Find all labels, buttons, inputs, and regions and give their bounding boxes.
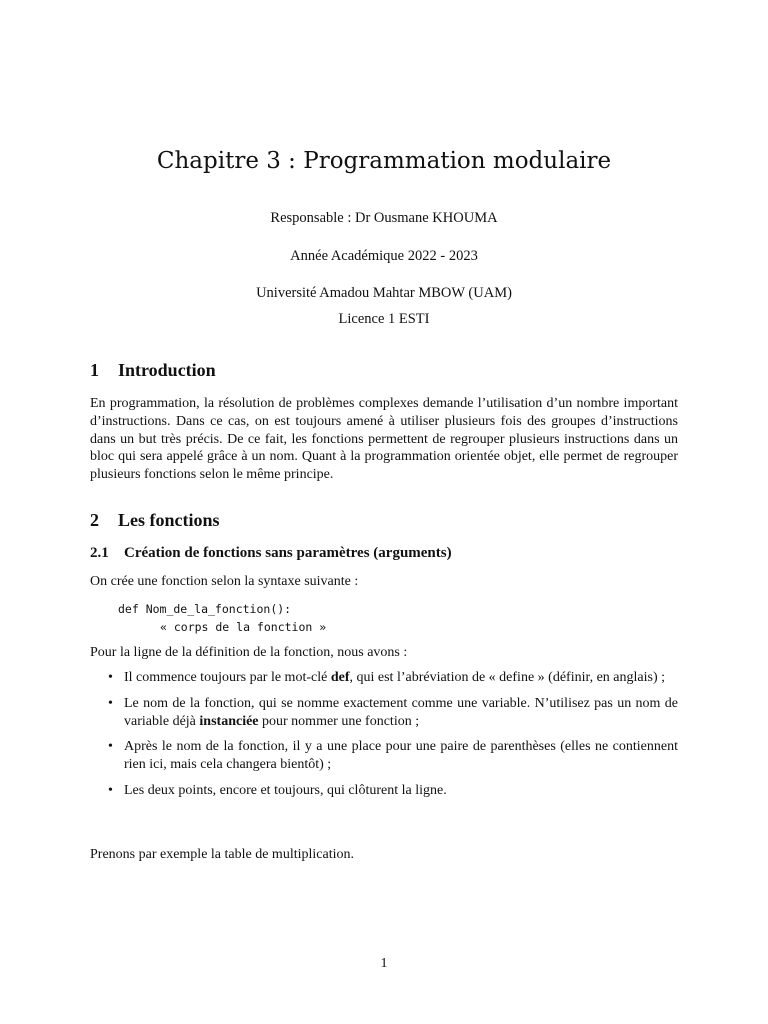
definition-bullet-list — [90, 669, 678, 800]
section-title: Introduction — [118, 360, 216, 380]
code-line: def Nom_de_la_fonction(): — [118, 602, 292, 616]
bullet-item — [90, 695, 678, 731]
subsection-heading — [90, 545, 452, 562]
subsection-number: 2.1 — [90, 545, 109, 561]
bullet-item — [90, 669, 678, 687]
syntax-intro: On crée une fonction selon la syntaxe suivante : — [90, 574, 359, 589]
bullet-item — [90, 782, 678, 800]
section-number: 2 — [90, 510, 99, 530]
bullet-text: pour nommer une fonction ; — [258, 713, 420, 729]
section-number: 1 — [90, 360, 99, 380]
section-title: Les fonctions — [118, 510, 220, 530]
code-line-indented — [118, 618, 326, 636]
bullet-keyword: def — [330, 670, 350, 685]
bullet-icon: • — [108, 670, 113, 685]
page-number: 1 — [380, 956, 388, 971]
bullet-text: Les deux points, encore et toujours, qui clôturent la ligne. — [124, 782, 447, 798]
responsable-line: Responsable : Dr Ousmane KHOUMA — [270, 210, 498, 226]
bullet-keyword: instanciée — [199, 713, 259, 729]
definition-intro: Pour la ligne de la définition de la fonction, nous avons : — [90, 645, 408, 660]
bullet-icon: • — [108, 739, 113, 755]
bullet-item — [90, 738, 678, 774]
bullet-text: Après le nom de la fonction, il y a une place pour une paire de parenthèses (elles ne contiennent rien ici, mais cela changera bientôt) ; — [124, 739, 678, 773]
academic-year-line: Année Académique 2022 - 2023 — [290, 248, 478, 264]
bullet-text: , qui est l’abréviation de « define » (définir, en anglais) ; — [349, 670, 665, 685]
code-block — [118, 600, 326, 636]
code-line: « corps de la fonction » — [160, 620, 327, 634]
bullet-text: Il commence toujours par le mot-clé — [124, 670, 331, 685]
introduction-paragraph: En programmation, la résolution de problèmes complexes demande l’utilisation d’un nombre important d’instructions. Dans ce cas, on est toujours amené à utiliser plusieurs fois des groupes d’instructions dans un but très précis. De ce fait, les fonctions permettent de regrouper plusieurs instructions dans un bloc qui sera appelé grâce à un nom. Quant à la programmation orientée objet, elle permet de regrouper plusieurs fonctions selon le même principe. — [90, 396, 678, 483]
bullet-icon: • — [108, 782, 113, 798]
section-heading-fonctions — [90, 510, 220, 531]
section-heading-introduction — [90, 360, 216, 381]
university-line: Université Amadou Mahtar MBOW (UAM) — [256, 285, 512, 301]
licence-line: Licence 1 ESTI — [338, 311, 430, 327]
bullet-icon: • — [108, 695, 113, 711]
bullet-text: Le nom de la fonction, qui se nomme exactement comme une variable. N’utilisez pas un nom de variable déjà — [124, 695, 678, 729]
document-title: Chapitre 3 : Programmation modulaire — [156, 148, 612, 174]
subsection-title: Création de fonctions sans paramètres (arguments) — [124, 545, 452, 561]
example-paragraph: Prenons par exemple la table de multiplication. — [90, 847, 354, 862]
